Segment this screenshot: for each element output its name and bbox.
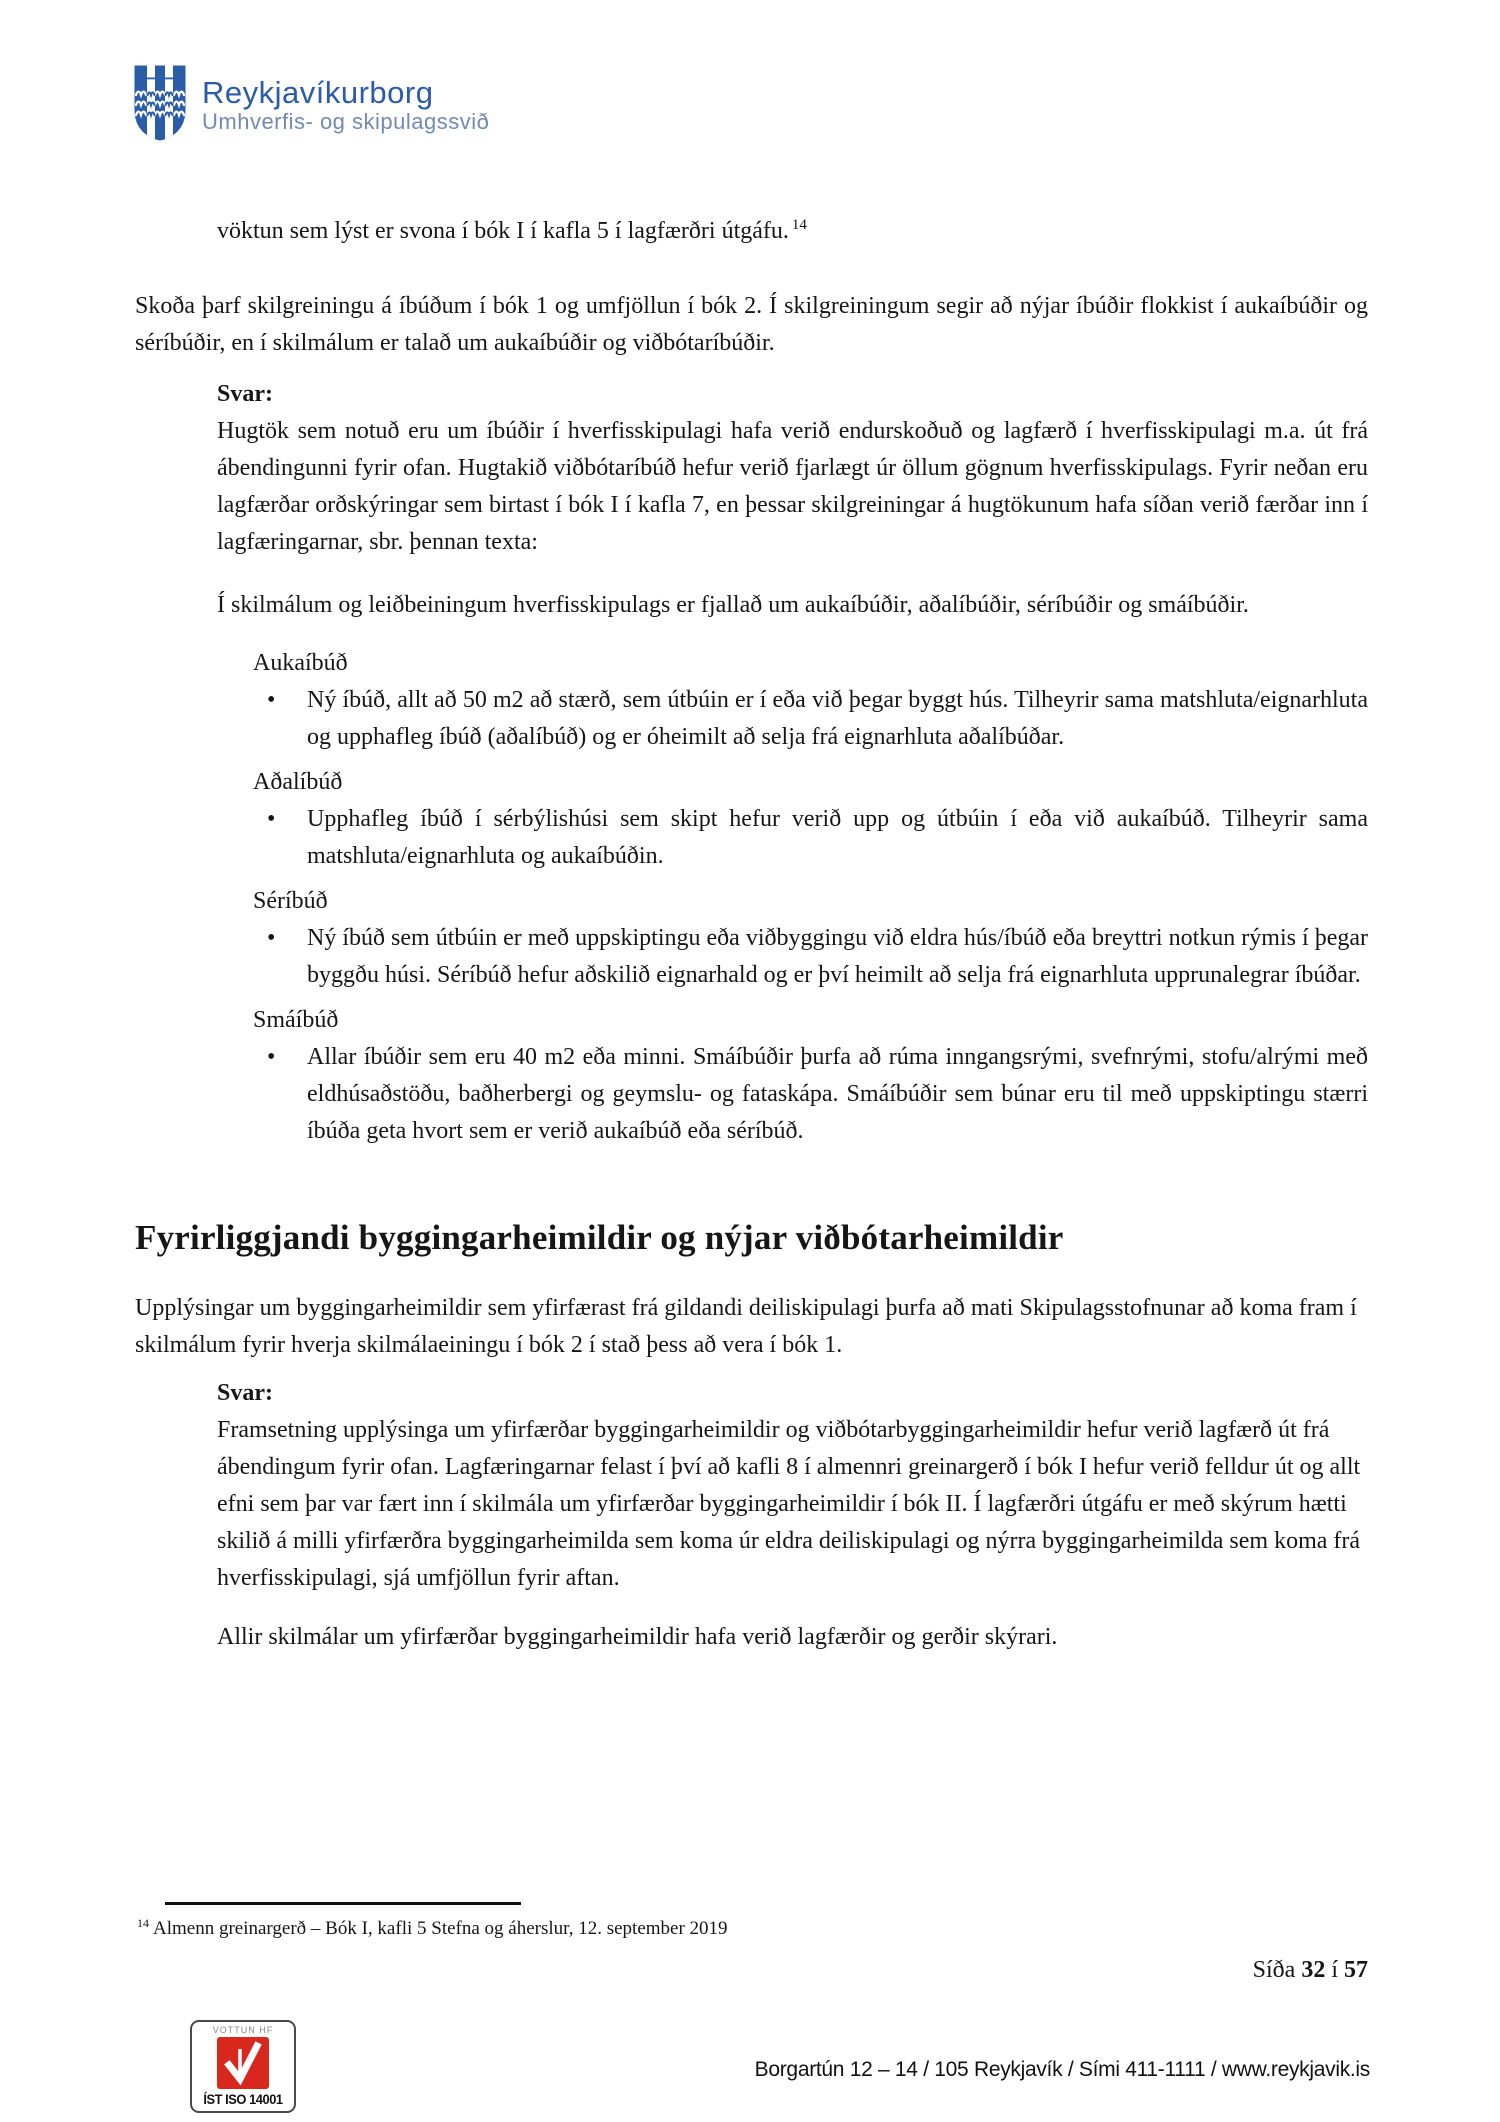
definition-smaibud (135, 1002, 1368, 1150)
footer-address: Borgartún 12 – 14 / 105 Reykjavík / Sími 411-1111 / www.reykjavik.is (754, 2058, 1370, 2081)
document-body (135, 0, 1368, 1656)
definitions-intro: Í skilmálum og leiðbeiningum hverfisskipulags er fjallað um aukaíbúðir, aðalíbúðir, séríbúðir og smáíbúðir. (217, 592, 1249, 618)
answer-2-text: Framsetning upplýsinga um yfirfærðar byggingarheimildir og viðbótarbyggingarheimildir hefur verið lagfærð út frá ábendingum fyrir ofan. Lagfæringarnar felast í því að kafli 8 í almennri greinargerð í bók I hefur verið felldur út og allt efni sem þar var fært inn í skilmála um yfirfærðar byggingarheimildir í bók II. Í lagfærðri útgáfu er með skýrum hætti skilið á milli yfirfærðra byggingarheimilda sem koma úr eldra deiliskipulagi og nýrra byggingarheimilda sem koma frá hverfisskipulagi, sjá umfjöllun fyrir aftan. (217, 1417, 1361, 1591)
footnote-separator (165, 1902, 521, 1905)
question-1: Skoða þarf skilgreiningu á íbúðum í bók 1 og umfjöllun í bók 2. Í skilgreiningum segir að nýjar íbúðir flokkist í aukaíbúðir og séríbúðir, en í skilmálum er talað um aukaíbúðir og viðbótaríbúðir. (135, 293, 1368, 356)
bullet-icon: • (267, 1044, 276, 1070)
iso-certification-badge (190, 2020, 296, 2113)
bullet-icon: • (267, 925, 276, 951)
iso-badge-top-label: VOTTUN HF (212, 2025, 274, 2035)
definition-term: Aðalíbúð (253, 769, 343, 795)
definition-description: • Ný íbúð sem útbúin er með uppskiptingu eða viðbyggingu við eldra hús/íbúð eða breyttri notkun rýmis í þegar byggðu húsi. Séríbúð hefur aðskilið eignarhald og er því heimilt að selja frá eignarhluta upprunalegrar íbúðar. (307, 920, 1368, 994)
org-division: Umhverfis- og skipulagssvið (202, 109, 490, 134)
answer-1-text: Hugtök sem notuð eru um íbúðir í hverfisskipulagi hafa verið endurskoðuð og lagfærð í hverfisskipulagi m.a. út frá ábendingunni fyrir ofan. Hugtakið viðbótaríbúð hefur verið fjarlægt úr öllum gögnum hverfisskipulags. Fyrir neðan eru lagfærðar orðskýringar sem birtast í bók I í kafla 7, en þessar skilgreiningar á hugtökunum hafa síðan verið færðar inn í lagfæringarnar, sbr. þennan texta: (217, 418, 1368, 555)
org-name: Reykjavíkurborg (202, 75, 434, 110)
footnote: $^{14}$ Almenn greinargerð – Bók I, kafli 5 Stefna og áherslur, 12. september 2019 (137, 1915, 728, 1939)
footnote-number: 14 (137, 1915, 149, 1930)
answer-2-label: Svar: (217, 1380, 273, 1406)
question-2: Upplýsingar um byggingarheimildir sem yfirfærast frá gildandi deiliskipulagi þurfa að mati Skipulagsstofnunar að koma fram í skilmálum fyrir hverja skilmálaeiningu í bók 2 í stað þess að vera í bók 1. (135, 1295, 1357, 1358)
definition-adalibud (135, 764, 1368, 875)
bullet-icon: • (267, 687, 276, 713)
answer-1-label: Svar: (217, 381, 273, 407)
closing-line: Allir skilmálar um yfirfærðar byggingarheimildir hafa verið lagfærðir og gerðir skýrari. (217, 1624, 1058, 1650)
intro-line: vöktun sem lýst er svona í bók I í kafla 5 í lagfærðri útgáfu. $^{14}$ (217, 217, 807, 244)
checkmark-icon (217, 2037, 269, 2089)
definition-aukaibud (135, 645, 1368, 756)
definition-term: Séríbúð (253, 888, 328, 914)
definition-term: Aukaíbúð (253, 650, 348, 676)
definition-description: • Upphafleg íbúð í sérbýlishúsi sem skipt hefur verið upp og útbúin í eða við aukaíbúð. Tilheyrir sama matshluta/eignarhluta og aukaíbúðin. (307, 801, 1368, 875)
page-number: Síða 32 í 57 (1252, 1957, 1368, 1983)
footnote-reference: 14 (791, 217, 807, 233)
definition-description: • Allar íbúðir sem eru 40 m2 eða minni. Smáíbúðir þurfa að rúma inngangsrými, svefnrými, stofu/alrými með eldhúsaðstöðu, baðherbergi og geymslu- og fataskápa. Smáíbúðir sem búnar eru til með uppskiptingu stærri íbúða geta hvort sem er verið aukaíbúð eða séríbúð. (307, 1039, 1368, 1150)
definition-term: Smáíbúð (253, 1007, 339, 1033)
bullet-icon: • (267, 806, 276, 832)
definition-description: • Ný íbúð, allt að 50 m2 að stærð, sem útbúin er í eða við þegar byggt hús. Tilheyrir sama matshluta/eignarhluta og upphafleg íbúð (aðalíbúð) og er óheimilt að selja frá eignarhluta aðalíbúðar. (307, 682, 1368, 756)
definition-seribud (135, 883, 1368, 994)
iso-badge-standard-label: ÍST ISO 14001 (203, 2091, 283, 2107)
section-heading: Fyrirliggjandi byggingarheimildir og nýjar viðbótarheimildir (135, 1218, 1064, 1257)
